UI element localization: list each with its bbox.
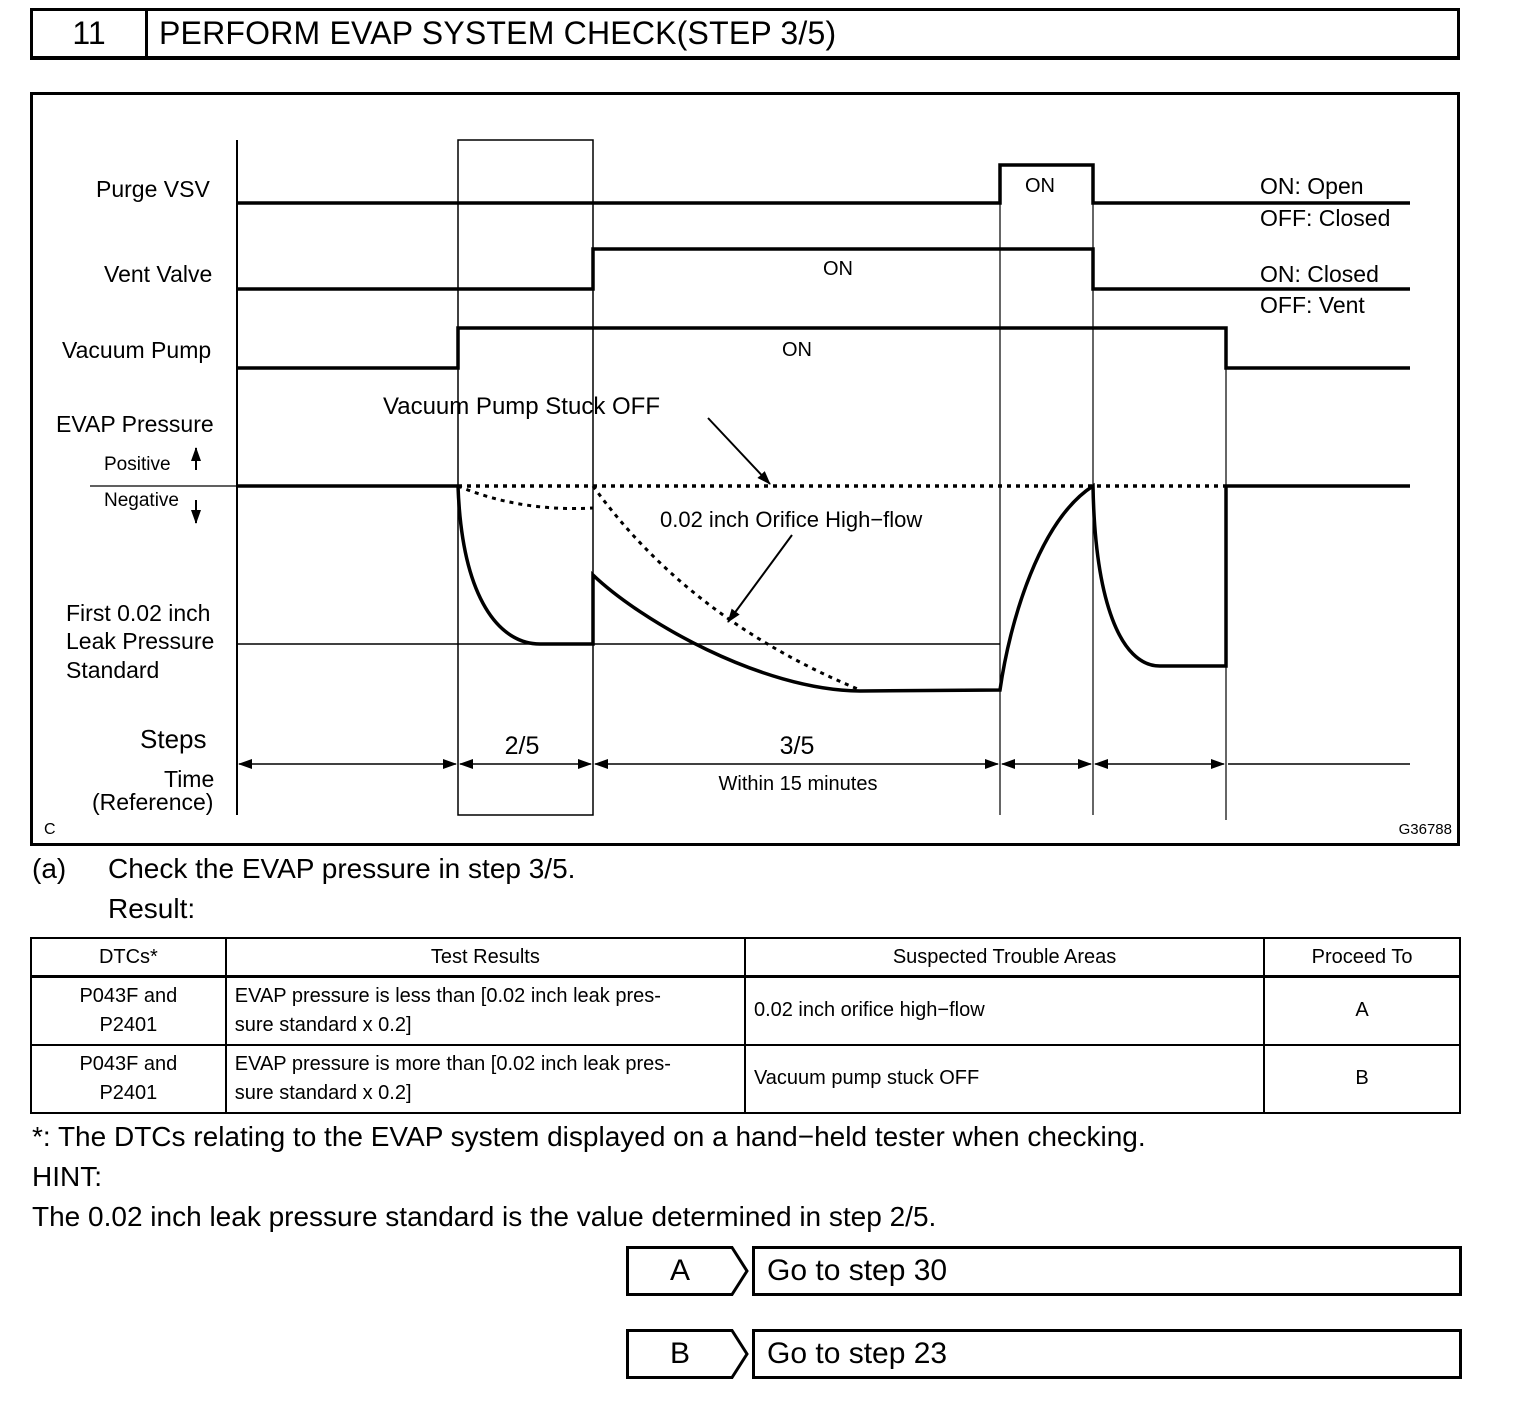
goto-a[interactable]: [626, 1246, 1462, 1296]
vacuum-pump-signal: [237, 328, 1410, 368]
test-result-line: sure standard x 0.2]: [234, 1081, 412, 1104]
leak-std-label-line1: First 0.02 inch: [66, 600, 211, 626]
table-row: [31, 977, 1460, 1045]
purge-vsv-legend-off: OFF: Closed: [1260, 205, 1391, 231]
dtc-line: P043F and: [79, 1052, 178, 1075]
item-a-text: Check the EVAP pressure in step 3/5.: [108, 853, 576, 884]
table-header-row: [31, 938, 1460, 977]
result-label: Result:: [108, 893, 196, 924]
negative-label: Negative: [104, 490, 179, 511]
step-number: 11: [33, 11, 148, 56]
item-a-marker: (a): [32, 853, 67, 884]
purge-vsv-label: Purge VSV: [96, 176, 210, 202]
proceed-cell: A: [1264, 977, 1460, 1045]
orifice-arrow: [728, 535, 792, 622]
orifice-label: 0.02 inch Orifice High−flow: [660, 507, 923, 532]
vent-valve-label: Vent Valve: [104, 261, 213, 287]
col-header-dtcs: DTCs*: [31, 938, 226, 977]
goto-a-letter: A: [669, 1254, 690, 1287]
col-header-proceed-to: Proceed To: [1264, 938, 1460, 977]
step-3-note: Within 15 minutes: [718, 773, 878, 795]
dtc-cell: [31, 977, 226, 1045]
step-2-box: [458, 140, 593, 815]
dtc-cell: [31, 1045, 226, 1113]
timing-diagram: [30, 92, 1460, 846]
vent-valve-on-label: ON: [823, 258, 853, 280]
goto-a-text: Go to step 30: [752, 1246, 1462, 1296]
vacuum-pump-on-label: ON: [782, 339, 812, 361]
goto-b-letter: B: [669, 1337, 690, 1370]
test-result-line: EVAP pressure is more than [0.02 inch leak pres-: [234, 1052, 671, 1075]
test-result-line: EVAP pressure is less than [0.02 inch leak pres-: [234, 984, 661, 1007]
evap-pressure-label: EVAP Pressure: [56, 411, 214, 437]
figure-id: G36788: [1398, 821, 1452, 838]
results-table: [30, 937, 1461, 1114]
trouble-area-cell: Vacuum pump stuck OFF: [745, 1045, 1264, 1113]
leak-std-label-line3: Standard: [66, 657, 160, 683]
dtc-line: P043F and: [79, 984, 178, 1007]
proceed-cell: B: [1264, 1045, 1460, 1113]
purge-vsv-signal: [237, 165, 1410, 203]
step-2-label: 2/5: [504, 732, 540, 760]
goto-b[interactable]: [626, 1329, 1462, 1379]
hint-text: The 0.02 inch leak pressure standard is the value determined in step 2/5.: [32, 1201, 937, 1232]
dtc-line: P2401: [99, 1013, 158, 1036]
test-result-cell: [226, 977, 745, 1045]
step-header: [30, 8, 1460, 60]
test-result-line: sure standard x 0.2]: [234, 1013, 412, 1036]
leak-std-label-line2: Leak Pressure: [66, 628, 215, 654]
stuck-off-arrow: [708, 418, 770, 484]
col-header-test-results: Test Results: [226, 938, 745, 977]
test-result-cell: [226, 1045, 745, 1113]
vent-valve-legend-on: ON: Closed: [1260, 261, 1379, 287]
vent-valve-legend-off: OFF: Vent: [1260, 292, 1365, 318]
step-3-label: 3/5: [779, 732, 815, 760]
timing-diagram-svg: [30, 92, 1460, 846]
corner-code: C: [44, 821, 56, 838]
hint-label: HINT:: [32, 1161, 102, 1192]
trouble-area-cell: 0.02 inch orifice high−flow: [745, 977, 1264, 1045]
steps-label: Steps: [140, 724, 207, 754]
time-label: Time: [164, 766, 215, 792]
goto-b-text: Go to step 23: [752, 1329, 1462, 1379]
col-header-trouble-areas: Suspected Trouble Areas: [745, 938, 1264, 977]
purge-vsv-legend-on: ON: Open: [1260, 173, 1364, 199]
step-title: PERFORM EVAP SYSTEM CHECK(STEP 3/5): [159, 15, 837, 51]
reference-label: (Reference): [92, 789, 214, 815]
orifice-dotted-curve: [458, 486, 593, 509]
stuck-off-label: Vacuum Pump Stuck OFF: [383, 393, 660, 420]
purge-vsv-on-label: ON: [1025, 175, 1055, 197]
vacuum-pump-label: Vacuum Pump: [62, 337, 212, 363]
table-row: [31, 1045, 1460, 1113]
footnote: *: The DTCs relating to the EVAP system displayed on a hand−held tester when checking.: [32, 1121, 1146, 1152]
positive-label: Positive: [104, 454, 171, 475]
dtc-line: P2401: [99, 1081, 158, 1104]
